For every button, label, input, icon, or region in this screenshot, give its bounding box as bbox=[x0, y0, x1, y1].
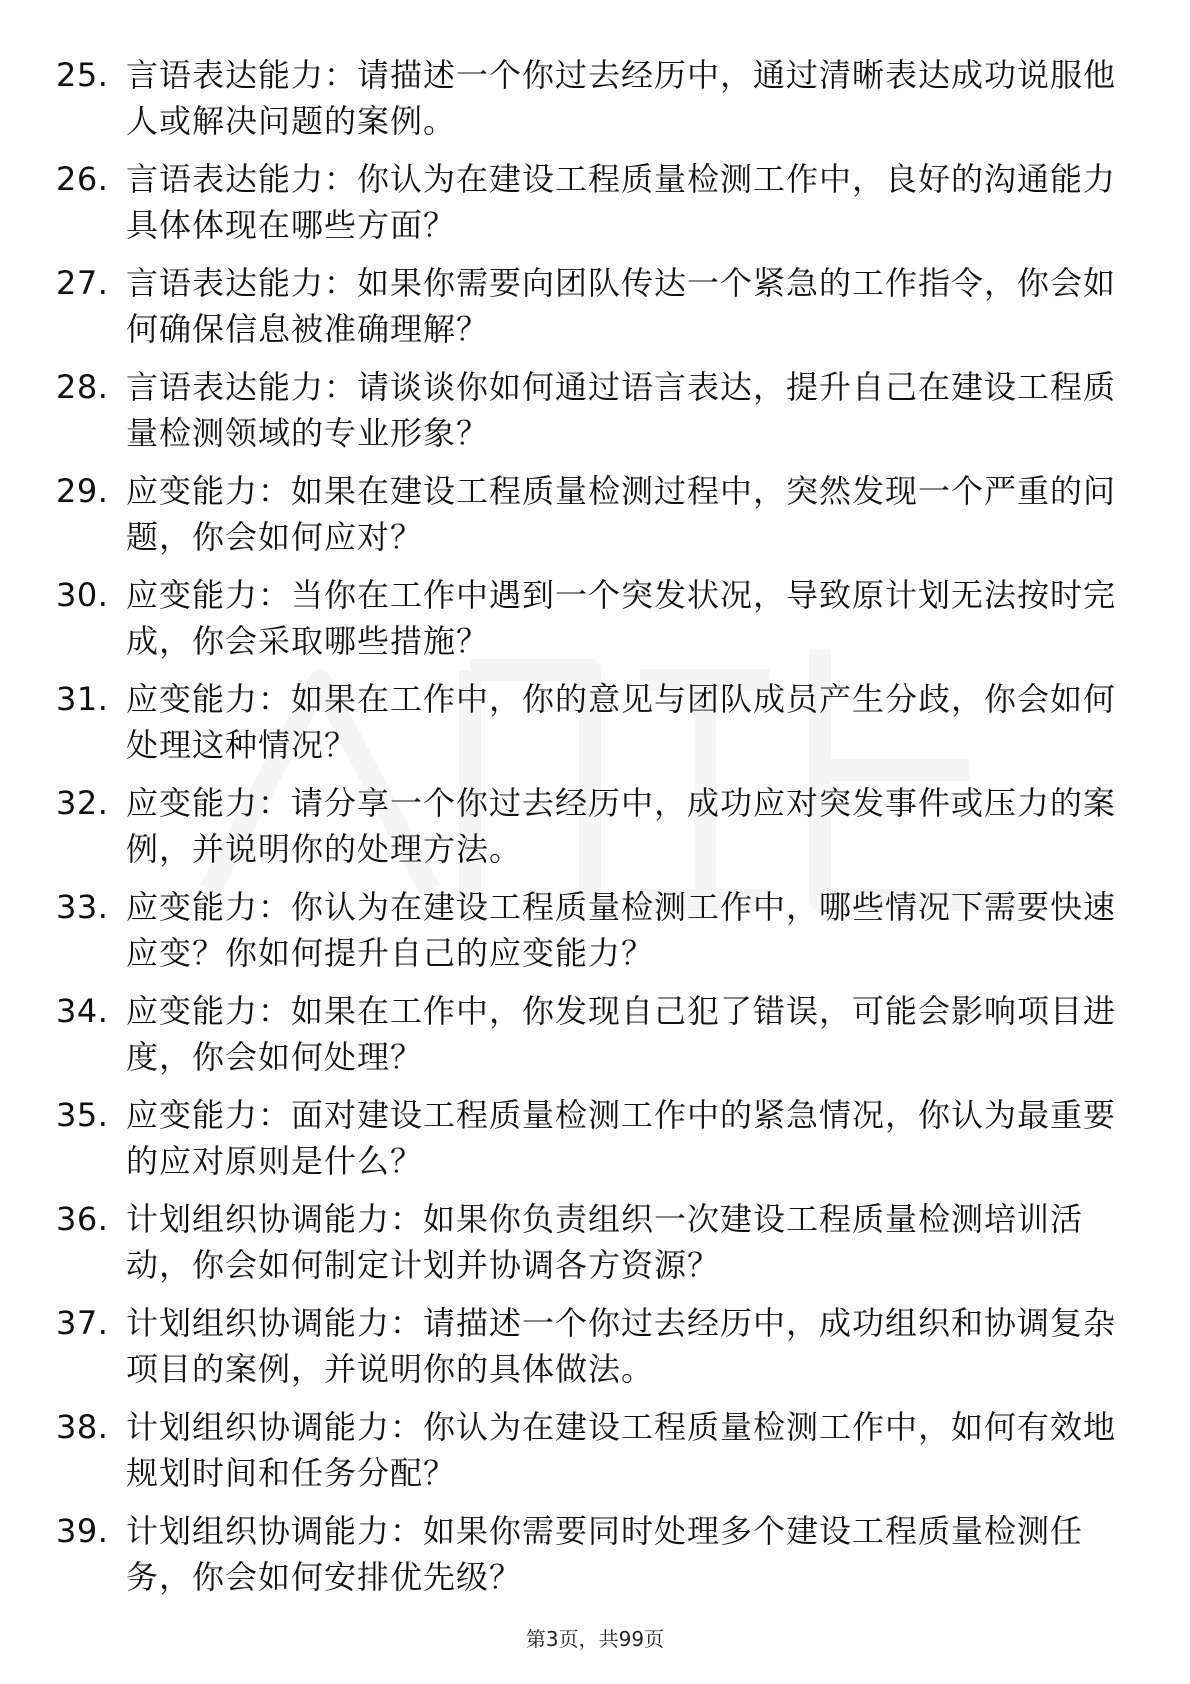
question-item bbox=[56, 156, 1116, 260]
question-number: 39. bbox=[56, 1512, 109, 1550]
question-text: 应变能力：如果在工作中，你发现自己犯了错误，可能会影响项目进度，你会如何处理？ bbox=[126, 992, 1117, 1076]
question-item bbox=[56, 260, 1116, 364]
question-text: 应变能力：如果在工作中，你的意见与团队成员产生分歧，你会如何处理这种情况？ bbox=[126, 680, 1117, 764]
question-number: 34. bbox=[56, 992, 109, 1030]
question-number: 26. bbox=[56, 160, 109, 198]
question-item bbox=[56, 364, 1116, 468]
question-text: 言语表达能力：请谈谈你如何通过语言表达，提升自己在建设工程质量检测领域的专业形象？ bbox=[126, 368, 1117, 452]
question-text: 应变能力：请分享一个你过去经历中，成功应对突发事件或压力的案例，并说明你的处理方法。 bbox=[126, 784, 1117, 868]
question-text: 应变能力：面对建设工程质量检测工作中的紧急情况，你认为最重要的应对原则是什么？ bbox=[126, 1096, 1117, 1180]
question-item bbox=[56, 988, 1116, 1092]
page-number-footer: 第3页，共99页 bbox=[525, 1627, 665, 1651]
question-number: 30. bbox=[56, 576, 109, 614]
question-text: 言语表达能力：请描述一个你过去经历中，通过清晰表达成功说服他人或解决问题的案例。 bbox=[126, 56, 1117, 140]
question-number: 25. bbox=[56, 56, 109, 94]
question-text: 计划组织协调能力：如果你负责组织一次建设工程质量检测培训活动，你会如何制定计划并协调各方资源？ bbox=[126, 1200, 1084, 1284]
question-item bbox=[56, 468, 1116, 572]
question-number: 33. bbox=[56, 888, 109, 926]
question-item bbox=[56, 572, 1116, 676]
question-number: 38. bbox=[56, 1408, 109, 1446]
question-item bbox=[56, 1508, 1116, 1612]
question-text: 言语表达能力：如果你需要向团队传达一个紧急的工作指令，你会如何确保信息被准确理解？ bbox=[126, 264, 1117, 348]
question-number: 28. bbox=[56, 368, 109, 406]
question-text: 应变能力：如果在建设工程质量检测过程中，突然发现一个严重的问题，你会如何应对？ bbox=[126, 472, 1117, 556]
question-item bbox=[56, 780, 1116, 884]
question-number: 27. bbox=[56, 264, 109, 302]
question-item bbox=[56, 1092, 1116, 1196]
question-item bbox=[56, 1300, 1116, 1404]
question-item bbox=[56, 52, 1116, 156]
question-text: 应变能力：你认为在建设工程质量检测工作中，哪些情况下需要快速应变？你如何提升自己的应变能力？ bbox=[126, 888, 1117, 972]
question-item bbox=[56, 1404, 1116, 1508]
question-text: 计划组织协调能力：你认为在建设工程质量检测工作中，如何有效地规划时间和任务分配？ bbox=[126, 1408, 1117, 1492]
question-item bbox=[56, 884, 1116, 988]
question-number: 35. bbox=[56, 1096, 109, 1134]
question-item bbox=[56, 676, 1116, 780]
question-list bbox=[56, 52, 1116, 1612]
question-text: 计划组织协调能力：请描述一个你过去经历中，成功组织和协调复杂项目的案例，并说明你的具体做法。 bbox=[126, 1304, 1117, 1388]
question-item bbox=[56, 1196, 1116, 1300]
question-number: 29. bbox=[56, 472, 109, 510]
question-text: 计划组织协调能力：如果你需要同时处理多个建设工程质量检测任务，你会如何安排优先级？ bbox=[126, 1512, 1084, 1596]
question-text: 应变能力：当你在工作中遇到一个突发状况，导致原计划无法按时完成，你会采取哪些措施？ bbox=[126, 576, 1117, 660]
question-text: 言语表达能力：你认为在建设工程质量检测工作中，良好的沟通能力具体体现在哪些方面？ bbox=[126, 160, 1117, 244]
question-number: 36. bbox=[56, 1200, 109, 1238]
question-number: 37. bbox=[56, 1304, 109, 1342]
question-number: 32. bbox=[56, 784, 109, 822]
question-number: 31. bbox=[56, 680, 109, 718]
